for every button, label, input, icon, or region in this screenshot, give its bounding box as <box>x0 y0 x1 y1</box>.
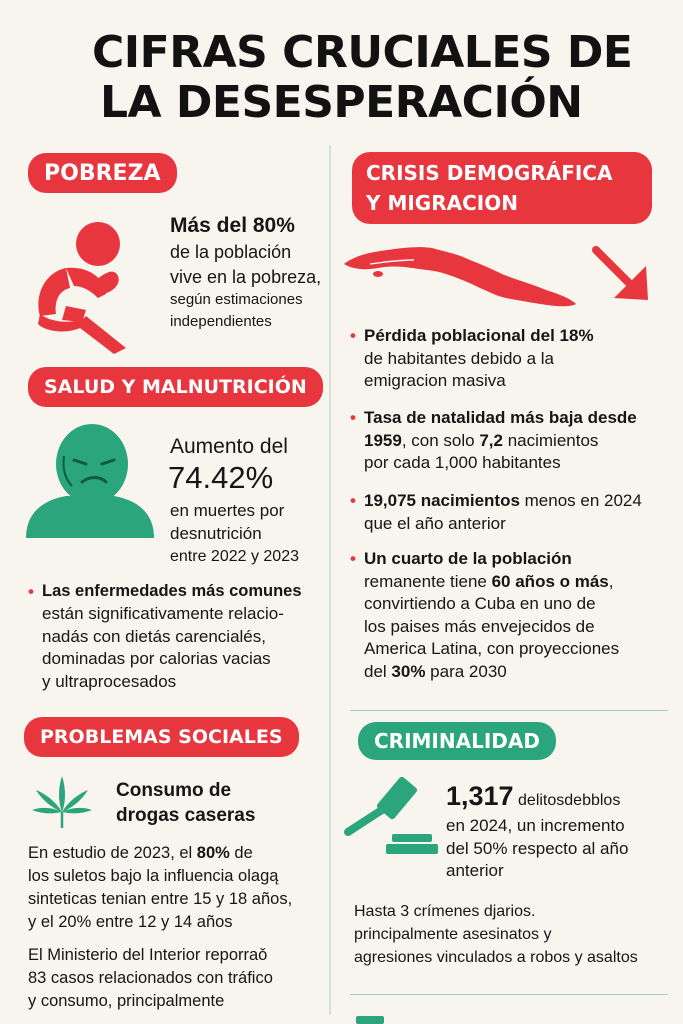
demografia-b4-l2-a: remanente tiene <box>364 571 492 591</box>
pobreza-line-1: de la población <box>170 242 292 262</box>
crimen-value: 1,317 <box>446 781 514 811</box>
crimen-p-line-1: Hasta 3 crímenes djarios. <box>354 903 536 920</box>
social-p2-line-3: y consumo, principalmente <box>28 992 225 1011</box>
social-p1-line-3: sinteticas tenian entre 15 y 18 años, <box>28 890 293 909</box>
crimen-p-line-2: principalmente asesinatos y <box>354 926 552 944</box>
demografia-b4-line-3: convirtiendo a Cuba en uno de <box>364 594 596 614</box>
crimen-value-tail: delitosdebblos <box>513 792 621 809</box>
social-p1-line-1 <box>28 842 292 865</box>
sick-person-icon <box>22 420 157 540</box>
salud-line-2: desnutrición <box>170 524 262 543</box>
demografia-b4-line-5: America Latina, con proyecciones <box>364 639 620 659</box>
social-paragraph-1 <box>28 842 292 934</box>
social-p1-line-2: los suletos bajo la influencia olagą <box>28 867 279 886</box>
crimen-p-line-3: agresiones vinculados a robos y asaltos <box>354 949 638 967</box>
pobreza-highlight: Más del 80% <box>170 214 295 237</box>
demografia-b2-bold-2: 1959 <box>364 430 402 450</box>
salud-bullet <box>42 581 327 693</box>
social-p1-line-4: y el 20% entre 12 y 14 años <box>28 913 233 932</box>
cannabis-leaf-icon <box>30 772 94 832</box>
demografia-b2-tail-2: nacimientos <box>502 430 599 450</box>
crimen-heading: CRIMINALIDAD <box>358 722 556 760</box>
crimen-value-line <box>446 779 620 814</box>
next-section-marker <box>356 1016 384 1024</box>
demografia-b2-tail: , con solo <box>401 430 480 450</box>
salud-bullet-line-2: están significativamente relacio- <box>42 603 284 623</box>
demografia-b4-l6-c: para 2030 <box>425 662 507 682</box>
salud-value: 74.42% <box>168 460 274 495</box>
salud-line-1: en muertes por <box>170 501 285 520</box>
cuba-map-icon <box>340 238 580 318</box>
social-p1-c: de <box>229 844 253 862</box>
demografia-bullet-1 <box>364 325 664 393</box>
salud-bullet-line-4: dominadas por calorias vacias <box>42 649 271 669</box>
salud-bullet-line-5: y ultraprocesados <box>42 671 177 691</box>
page-title <box>92 28 652 128</box>
section-divider-right-2 <box>350 994 668 995</box>
demografia-b3-tail: menos en 2024 <box>519 491 642 510</box>
demografia-b3-line-2: que el año anterior <box>364 513 506 533</box>
pobreza-line-3: según estimaciones <box>170 291 303 308</box>
title-line-1: CIFRAS CRUCIALES DE <box>92 27 633 78</box>
crimen-line-2: en 2024, un incremento <box>446 816 625 835</box>
salud-lead: Aumento del <box>170 435 288 458</box>
demografia-heading-line-1: CRISIS DEMOGRÁFICA <box>366 161 613 185</box>
salud-line-3: entre 2022 y 2023 <box>170 548 299 565</box>
down-arrow-icon <box>590 242 656 308</box>
demografia-bullet-3 <box>364 490 674 535</box>
demografia-b2-bold-3: 7,2 <box>479 430 503 450</box>
demografia-b4-l2-b: 60 años o más <box>491 571 609 591</box>
social-p2-line-2: 83 casos relacionados con tráfico <box>28 969 273 988</box>
demografia-b2-line-2 <box>364 430 674 453</box>
social-sub-1: Consumo de <box>116 780 232 801</box>
title-line-2: LA DESESPERACIÓN <box>100 77 583 128</box>
demografia-b4-line-4: los paises más envejecidos de <box>364 616 595 636</box>
sad-person-icon <box>26 210 136 355</box>
demografia-b2-bold: • Tasa de natalidad más baja desde <box>364 408 637 427</box>
demografia-heading-line-2: Y MIGRACION <box>366 191 518 215</box>
social-p1-a: En estudio de 2023, el <box>28 844 197 862</box>
gavel-icon <box>342 772 442 860</box>
demografia-bullet-2 <box>364 407 674 475</box>
demografia-b3-bold: 19,075 nacimientos <box>364 491 520 510</box>
demografia-b1-line-2: de habitantes debido a la <box>364 348 554 368</box>
crimen-line-4: anterior <box>446 861 504 880</box>
demografia-b4-l6-b: 30% <box>391 662 426 682</box>
demografia-b1-bold: • Pérdida poblacional del 18% <box>364 326 594 345</box>
social-p1-b: 80% <box>196 844 230 862</box>
demografia-b4-line-6 <box>364 661 674 684</box>
demografia-b4-l2-c: , <box>608 571 614 591</box>
section-divider-right-1 <box>350 710 668 711</box>
social-sub-2: drogas caseras <box>116 805 256 826</box>
crimen-line-3: del 50% respecto al año <box>446 839 629 858</box>
crimen-paragraph <box>354 900 638 970</box>
demografia-b1-line-3: emigracion masiva <box>364 371 506 391</box>
pobreza-heading: POBREZA <box>28 153 177 193</box>
salud-heading: SALUD Y MALNUTRICIÓN <box>28 367 323 407</box>
social-p2-line-1: El Ministerio del Interior reporraǒ <box>28 946 268 964</box>
demografia-b4-l6-a: del <box>364 662 392 682</box>
column-divider <box>329 145 331 1015</box>
social-heading: PROBLEMAS SOCIALES <box>24 717 299 757</box>
demografia-bullet-4 <box>364 548 674 684</box>
demografia-b4-line-2 <box>364 571 674 594</box>
social-paragraph-2 <box>28 944 273 1013</box>
demografia-b2-line-3: por cada 1,000 habitantes <box>364 453 561 473</box>
demografia-heading <box>352 152 652 224</box>
demografia-b3-line-1 <box>364 490 674 513</box>
demografia-b4-bold: • Un cuarto de la población <box>364 549 572 568</box>
salud-bullet-line-3: nadás con dietás carencialés, <box>42 626 266 646</box>
salud-bullet-line-1: • Las enfermedades más comunes <box>42 582 302 600</box>
pobreza-line-2: vive en la pobreza, <box>170 267 322 287</box>
pobreza-line-4: independientes <box>170 313 272 330</box>
